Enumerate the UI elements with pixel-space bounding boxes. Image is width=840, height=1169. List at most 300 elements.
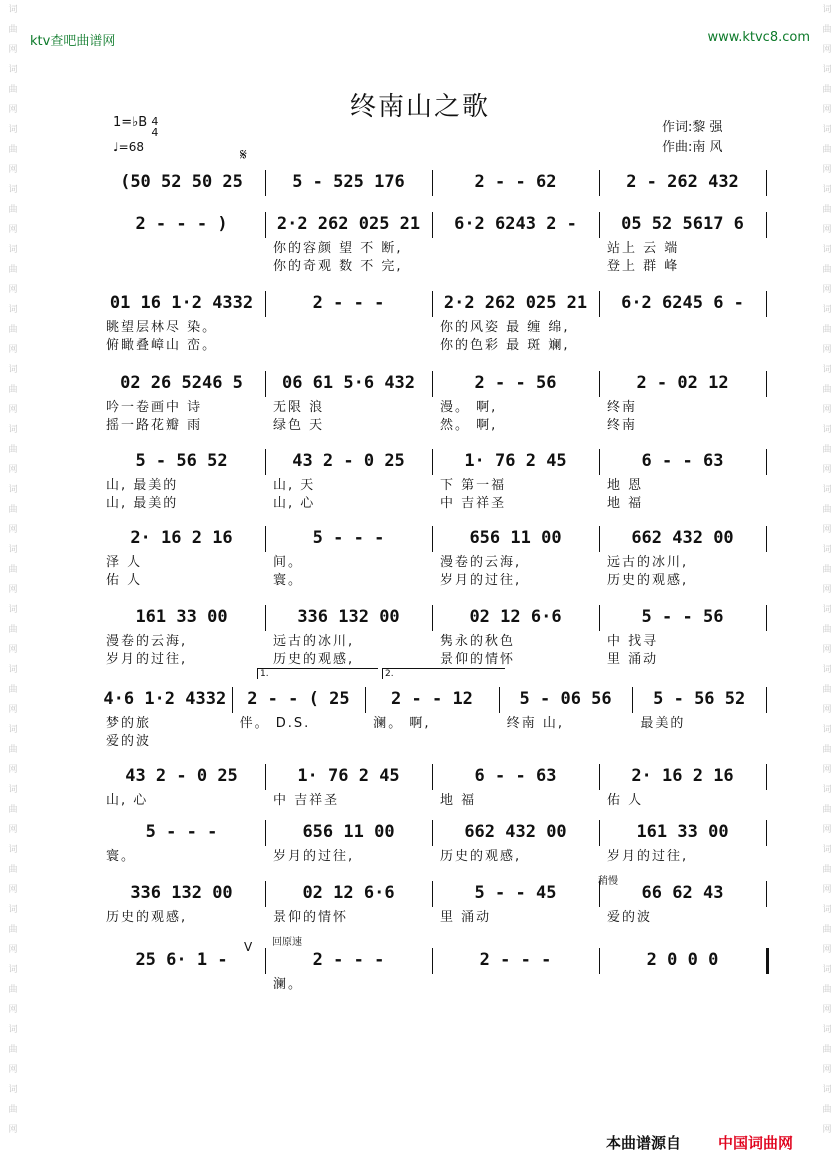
watermark-glyph: 曲 [822,385,832,395]
score-system [100,760,768,810]
lyric-segment: 漫卷的云海, [440,555,522,570]
watermark-glyph: 曲 [822,1045,832,1055]
watermark-glyph: 网 [822,345,832,355]
notes-row [100,522,768,554]
credits [662,118,723,158]
measure: 161 33 00 [135,607,228,627]
watermark-glyph: 词 [822,665,832,675]
measure: 25 6· 1 - [135,950,228,970]
lyric-segment: 梦的旅 [106,716,152,731]
lyric-line [100,477,768,495]
notes-row [100,367,768,399]
watermark-glyph: 词 [822,545,832,555]
lyric-segment: 伴。 D.S. [239,716,311,731]
watermark-glyph: 词 [822,845,832,855]
lyric-segment: 景仰的情怀 [273,910,349,925]
time-signature [151,116,158,138]
watermark-glyph: 曲 [822,85,832,95]
lyric-segment: 终南 山, [506,716,565,731]
lyric-segment: 你的色彩 最 斑 斓, [440,338,570,353]
barline [232,687,233,713]
barline [265,605,266,631]
watermark-glyph: 曲 [822,265,832,275]
lyric-segment: 景仰的情怀 [440,652,516,667]
measure: 02 12 6·6 [469,607,562,627]
measure: 2 - - ( 25 [247,689,350,709]
measure: 2 - - - [479,950,552,970]
watermark-glyph: 词 [822,305,832,315]
watermark-glyph: 网 [822,525,832,535]
watermark-glyph: 词 [8,905,18,915]
barline [766,449,767,475]
measure: 662 432 00 [464,822,567,842]
watermark-glyph: 网 [8,405,18,415]
watermark-glyph: 网 [822,465,832,475]
watermark-glyph: 网 [8,585,18,595]
lyric-segment: 站上 云 端 [607,241,680,256]
lyric-segment: 岁月的过往, [106,652,188,667]
lyric-segment: 登上 群 峰 [607,259,680,274]
measure: 2 - 262 432 [626,172,739,192]
watermark-glyph: 曲 [822,1105,832,1115]
watermark-glyph: 曲 [822,985,832,995]
watermark-glyph: 词 [822,425,832,435]
right-watermark-strip [814,0,840,1169]
watermark-glyph: 曲 [822,925,832,935]
barline [265,371,266,397]
lyric-segment: 漫。 啊, [440,400,498,415]
time-bottom: 4 [151,126,159,139]
lyric-segment: 里 涌动 [440,910,492,925]
watermark-glyph: 曲 [8,145,18,155]
notes-row [100,760,768,792]
watermark-glyph: 词 [822,1085,832,1095]
ritardando-mark: 稍慢 [598,876,618,887]
notes-row [100,445,768,477]
watermark-glyph: 词 [822,245,832,255]
watermark-glyph: 网 [822,705,832,715]
watermark-glyph: 网 [8,525,18,535]
watermark-glyph: 词 [8,125,18,135]
lyric-line [100,651,768,669]
time-top: 4 [151,115,159,128]
barline [432,291,433,317]
barline [432,526,433,552]
barline [265,881,266,907]
watermark-glyph: 词 [8,485,18,495]
barline [365,687,366,713]
barline [265,764,266,790]
measure: 1· 76 2 45 [464,451,567,471]
measure: 6·2 6243 2 - [454,214,577,234]
lyric-segment: 中 吉祥圣 [440,496,507,511]
watermark-glyph: 网 [8,1065,18,1075]
header-site-name[interactable]: ktv查吧曲谱网 [30,34,116,49]
watermark-glyph: 词 [8,1085,18,1095]
measure: 2·2 262 025 21 [276,214,421,234]
lyric-segment: 岁月的过往, [273,849,355,864]
watermark-glyph: 曲 [8,1105,18,1115]
lyric-segment: 山, 最美的 [106,496,179,511]
barline [766,212,767,238]
score-system [100,683,768,751]
score-system [100,877,768,927]
barline [432,212,433,238]
watermark-glyph: 曲 [8,85,18,95]
lyric-segment: 寰。 [106,849,137,864]
volta-second-ending: 2. [382,668,505,679]
lyric-segment: 历史的观感, [607,573,689,588]
watermark-glyph: 曲 [822,745,832,755]
barline [766,881,767,907]
notes-row [100,601,768,633]
lyric-segment: 爱的波 [607,910,653,925]
measure: 2 - - - [312,950,385,970]
key-signature [113,116,158,138]
measure: 161 33 00 [636,822,729,842]
lyric-segment: 眺望层林尽 染。 [106,320,218,335]
watermark-glyph: 词 [822,1025,832,1035]
watermark-glyph: 词 [822,785,832,795]
lyric-segment: 佑 人 [607,793,644,808]
notes-row [100,944,768,976]
score-system [100,445,768,513]
measure: 336 132 00 [297,607,400,627]
song-title: 终南山之歌 [349,92,490,122]
measure: 6 - - 63 [641,451,724,471]
barline [265,449,266,475]
measure: 2 - - 12 [391,689,473,709]
watermark-glyph: 网 [8,225,18,235]
watermark-glyph: 词 [822,725,832,735]
watermark-glyph: 网 [822,885,832,895]
lyric-line [100,417,768,435]
measure: 6 - - 63 [474,766,557,786]
watermark-glyph: 网 [822,945,832,955]
watermark-glyph: 网 [822,45,832,55]
measure: 01 16 1·2 4332 [109,293,254,313]
watermark-glyph: 曲 [822,565,832,575]
footer-source-label: 本曲谱源自 [606,1134,682,1152]
lyric-segment: 漫卷的云海, [106,634,188,649]
barline [432,820,433,846]
lyric-segment: 地 恩 [607,478,644,493]
lyric-segment: 绿色 天 [273,418,325,433]
measure: 5 - - 56 [641,607,724,627]
watermark-glyph: 网 [822,1005,832,1015]
notes-row [100,208,768,240]
measure: 2 0 0 0 [646,950,719,970]
barline [432,881,433,907]
lyric-segment: 地 福 [440,793,477,808]
watermark-glyph: 曲 [8,1045,18,1055]
lyric-segment: 吟一卷画中 诗 [106,400,203,415]
barline [265,291,266,317]
lyric-segment: 然。 啊, [440,418,498,433]
lyric-segment: 山, 心 [106,793,149,808]
watermark-glyph: 词 [8,365,18,375]
watermark-glyph: 曲 [822,865,832,875]
watermark-glyph: 网 [822,645,832,655]
lyric-segment: 你的风姿 最 缠 绵, [440,320,570,335]
barline [766,170,767,196]
lyric-segment: 寰。 [273,573,304,588]
watermark-glyph: 曲 [822,685,832,695]
barline [499,687,500,713]
barline [432,170,433,196]
watermark-glyph: 词 [8,845,18,855]
watermark-glyph: 词 [822,905,832,915]
watermark-glyph: 网 [8,285,18,295]
lyric-segment: 历史的观感, [273,652,355,667]
watermark-glyph: 词 [822,65,832,75]
lyric-segment: 终南 [607,418,638,433]
lyric-segment: 山, 最美的 [106,478,179,493]
watermark-glyph: 词 [8,5,18,15]
lyric-segment: 泽 人 [106,555,143,570]
watermark-glyph: 词 [8,965,18,975]
watermark-glyph: 网 [822,285,832,295]
measure: 2 - 02 12 [636,373,729,393]
lyric-segment: 山, 天 [273,478,316,493]
footer-source-site[interactable]: 中国词曲网 [718,1134,794,1152]
score-system [100,816,768,866]
barline [599,605,600,631]
measure: 5 - 06 56 [519,689,612,709]
watermark-glyph: 网 [8,45,18,55]
watermark-glyph: 曲 [8,865,18,875]
watermark-glyph: 词 [8,785,18,795]
measure: 66 62 43 [641,883,724,903]
measure: 2 - - - [312,293,385,313]
score-system [100,166,768,198]
watermark-glyph: 网 [8,465,18,475]
lyric-line [100,633,768,651]
lyric-segment: 中 吉祥圣 [273,793,340,808]
barline [766,687,767,713]
measure: 656 11 00 [302,822,395,842]
barline [432,948,433,974]
composer: 作曲:南 风 [662,140,723,155]
barline [599,170,600,196]
watermark-glyph: 词 [8,305,18,315]
barline [599,764,600,790]
watermark-glyph: 网 [822,1065,832,1075]
measure: 05 52 5617 6 [621,214,744,234]
watermark-glyph: 曲 [8,205,18,215]
barline [599,526,600,552]
score-system [100,208,768,276]
measure: 5 - - - [312,528,385,548]
segno-icon: 𝄋 [240,145,247,164]
watermark-glyph: 曲 [8,445,18,455]
measure: 02 12 6·6 [302,883,395,903]
lyric-line [100,715,768,733]
lyric-line [100,572,768,590]
watermark-glyph: 曲 [822,505,832,515]
watermark-glyph: 词 [8,665,18,675]
watermark-glyph: 网 [8,645,18,655]
watermark-glyph: 网 [8,825,18,835]
watermark-glyph: 词 [822,365,832,375]
watermark-glyph: 网 [822,165,832,175]
breath-mark: V [244,940,253,954]
barline [432,449,433,475]
watermark-glyph: 词 [8,545,18,555]
lyric-line [100,554,768,572]
watermark-glyph: 词 [8,1025,18,1035]
barline [766,605,767,631]
measure: 662 432 00 [631,528,734,548]
lyric-line [100,495,768,513]
lyric-segment: 中 找寻 [607,634,659,649]
watermark-glyph: 曲 [8,565,18,575]
measure: 656 11 00 [469,528,562,548]
score-system [100,367,768,435]
watermark-glyph: 网 [8,765,18,775]
measure: 5 - 56 52 [653,689,746,709]
watermark-glyph: 网 [8,165,18,175]
barline [265,948,266,974]
barline [599,820,600,846]
measure: 6·2 6245 6 - [621,293,744,313]
measure: 4·6 1·2 4332 [103,689,227,709]
measure: 02 26 5246 5 [120,373,243,393]
notes-row [100,166,768,198]
measure: 43 2 - 0 25 [292,451,405,471]
lyric-segment: 俯瞰叠嶂山 峦。 [106,338,218,353]
barline [265,170,266,196]
barline [766,371,767,397]
lyric-line [100,909,768,927]
watermark-glyph: 网 [822,585,832,595]
watermark-glyph: 曲 [8,505,18,515]
barline [766,291,767,317]
lyric-segment: 远古的冰川, [607,555,689,570]
lyric-segment: 爱的波 [106,734,152,749]
barline [265,212,266,238]
watermark-glyph: 曲 [8,385,18,395]
watermark-glyph: 网 [822,405,832,415]
score-system [100,601,768,669]
lyric-segment: 澜。 啊, [373,716,431,731]
watermark-glyph: 词 [8,65,18,75]
watermark-glyph: 词 [822,965,832,975]
barline [766,526,767,552]
barline [766,948,769,974]
barline [599,291,600,317]
lyric-segment: 历史的观感, [440,849,522,864]
barline [599,371,600,397]
barline [432,371,433,397]
lyric-segment: 历史的观感, [106,910,188,925]
lyric-segment: 摇一路花瓣 雨 [106,418,203,433]
barline [766,764,767,790]
watermark-glyph: 词 [8,725,18,735]
barline [432,764,433,790]
measure: 43 2 - 0 25 [125,766,238,786]
lyric-line [100,792,768,810]
watermark-glyph: 网 [822,825,832,835]
watermark-glyph: 曲 [822,25,832,35]
notes-row [100,816,768,848]
lyric-line [100,258,768,276]
lyric-line [100,976,768,994]
lyric-segment: 你的奇观 数 不 完, [273,259,403,274]
watermark-glyph: 词 [8,245,18,255]
score-system [100,522,768,590]
watermark-glyph: 词 [8,425,18,435]
watermark-glyph: 网 [8,945,18,955]
measure: 2· 16 2 16 [130,528,233,548]
measure: 336 132 00 [130,883,233,903]
lyric-segment: 佑 人 [106,573,143,588]
lyric-segment: 地 福 [607,496,644,511]
barline [265,820,266,846]
watermark-glyph: 词 [822,185,832,195]
barline [766,820,767,846]
watermark-glyph: 网 [8,345,18,355]
barline [432,605,433,631]
lyric-segment: 终南 [607,400,638,415]
score-system [100,287,768,355]
notes-row [100,877,768,909]
barline [599,212,600,238]
watermark-glyph: 曲 [822,625,832,635]
watermark-glyph: 曲 [8,625,18,635]
lyric-segment: 下 第一福 [440,478,507,493]
watermark-glyph: 网 [822,105,832,115]
tempo-marking: ♩=68 [113,140,144,154]
measure: 2 - - - ) [135,214,228,234]
watermark-glyph: 词 [822,485,832,495]
lyric-segment: 无限 浪 [273,400,325,415]
watermark-glyph: 网 [8,1125,18,1135]
lyric-segment: 最美的 [640,716,686,731]
watermark-glyph: 网 [8,1005,18,1015]
lyric-line [100,319,768,337]
watermark-glyph: 网 [822,765,832,775]
watermark-glyph: 曲 [8,265,18,275]
watermark-glyph: 曲 [8,325,18,335]
measure: 5 - 525 176 [292,172,405,192]
lyric-segment: 岁月的过往, [607,849,689,864]
watermark-glyph: 曲 [8,985,18,995]
barline [599,948,600,974]
measure: 2 - - 62 [474,172,557,192]
lyric-line [100,337,768,355]
lyric-line [100,733,768,751]
lyricist: 作词:黎 强 [662,120,723,135]
measure: 2·2 262 025 21 [443,293,588,313]
watermark-glyph: 曲 [822,445,832,455]
watermark-glyph: 网 [822,1125,832,1135]
key-prefix: 1= [113,115,133,130]
watermark-glyph: 曲 [822,325,832,335]
measure: 5 - - 45 [474,883,557,903]
watermark-glyph: 网 [8,885,18,895]
lyric-segment: 里 涌动 [607,652,659,667]
measure: 5 - - - [145,822,218,842]
watermark-glyph: 网 [8,105,18,115]
lyric-segment: 岁月的过往, [440,573,522,588]
barline [632,687,633,713]
key-flat: ♭B [132,115,148,130]
measure: 5 - 56 52 [135,451,228,471]
left-watermark-strip [0,0,26,1169]
watermark-glyph: 曲 [822,805,832,815]
header-site-url[interactable]: www.ktvc8.com [707,30,810,45]
